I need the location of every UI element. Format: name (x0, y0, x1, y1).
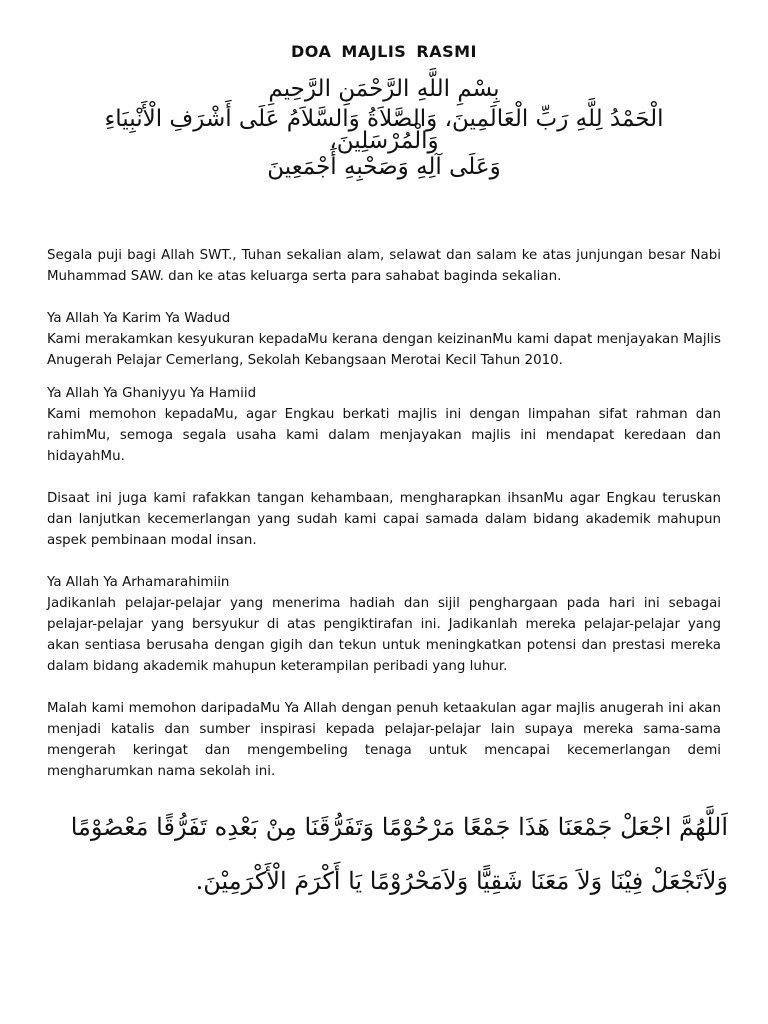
section-heading: Ya Allah Ya Arhamarahimiin (47, 575, 230, 590)
arabic-header-line: الْحَمْدُ لِلَّهِ رَبِّ الْعَالَمِينَ، وَالصَّلاَةُ وَالسَّلاَمُ عَلَى أَشْرَفِ الْأَنْبِيَاءِ (104, 106, 664, 132)
prayer-body (47, 245, 721, 782)
arabic-opening-invocation (40, 74, 728, 182)
arabic-closing-prayer (40, 800, 728, 908)
paragraph-supplication: Disaat ini juga kami rafakkan tangan kehambaan, mengharapkan ihsanMu agar Engkau teruskan dan lanjutkan kecemerlangan yang sudah kami capai samada dalam bidang akademik mahupun aspek pembinaan modal insan. (47, 491, 721, 548)
arabic-header-line: وَعَلَى آلِهِ وَصَحْبِهِ أَجْمَعِينَ (267, 154, 501, 180)
paragraph-gratitude: Kami merakamkan kesyukuran kepadaMu kerana dengan keizinanMu kami dapat menjayakan Majlis Anugerah Pelajar Cemerlang, Sekolah Kebangsaan Merotai Kecil Tahun 2010. (47, 332, 721, 368)
section-heading: Ya Allah Ya Ghaniyyu Ya Hamiid (47, 386, 257, 401)
document-title: DOA MAJLIS RASMI (290, 42, 477, 61)
arabic-footer-line: اَللَّهُمَّ اجْعَلْ جَمْعَنَا هَذَا جَمْعًا مَرْحُوْمًا وَتَفَرُّقَنَا مِنْ بَعْدِه تَفَرُّقًا مَعْصُوْمًا (70, 813, 728, 841)
arabic-footer-line: وَلاَتَجْعَلْ فِيْنَا وَلاَ مَعَنَا شَقِيًّا وَلاَمَحْرُوْمًا يَا أَكْرَمَ الْأَكْرَمِيْنَ. (195, 867, 728, 895)
section-heading: Ya Allah Ya Karim Ya Wadud (47, 311, 231, 326)
paragraph-blessing-request: Kami memohon kepadaMu, agar Engkau berkati majlis ini dengan limpahan sifat rahman dan rahimMu, semoga segala usaha kami dalam menjayakan majlis ini mendapat keredaan dan hidayahMu. (47, 407, 721, 464)
paragraph-opening-praise: Segala puji bagi Allah SWT., Tuhan sekalian alam, selawat dan salam ke atas junjungan besar Nabi Muhammad SAW. dan ke atas keluarga serta para sahabat baginda sekalian. (47, 248, 721, 284)
paragraph-closing-hope: Malah kami memohon daripadaMu Ya Allah dengan penuh ketaakulan agar majlis anugerah ini akan menjadi katalis dan sumber inspirasi kepada pelajar-pelajar lain supaya mereka sama-sama mengerah keringat dan mengembeling tenaga untuk mencapai kecemerlangan demi mengharumkan nama sekolah ini. (47, 701, 721, 779)
paragraph-students: Jadikanlah pelajar-pelajar yang menerima hadiah dan sijil penghargaan pada hari ini sebagai pelajar-pelajar yang bersyukur di atas pengiktirafan ini. Jadikanlah mereka pelajar-pelajar yang akan sentiasa berusaha dengan gigih dan tekun untuk meningkatkan potensi dan prestasi mereka dalam bidang akademik mahupun keterampilan peribadi yang luhur. (47, 596, 721, 674)
arabic-header-line: بِسْمِ اللَّهِ الرَّحْمَنِ الرَّحِيمِ (268, 76, 500, 102)
arabic-header-line: وَالْمُرْسَلِينَ، (329, 128, 439, 154)
